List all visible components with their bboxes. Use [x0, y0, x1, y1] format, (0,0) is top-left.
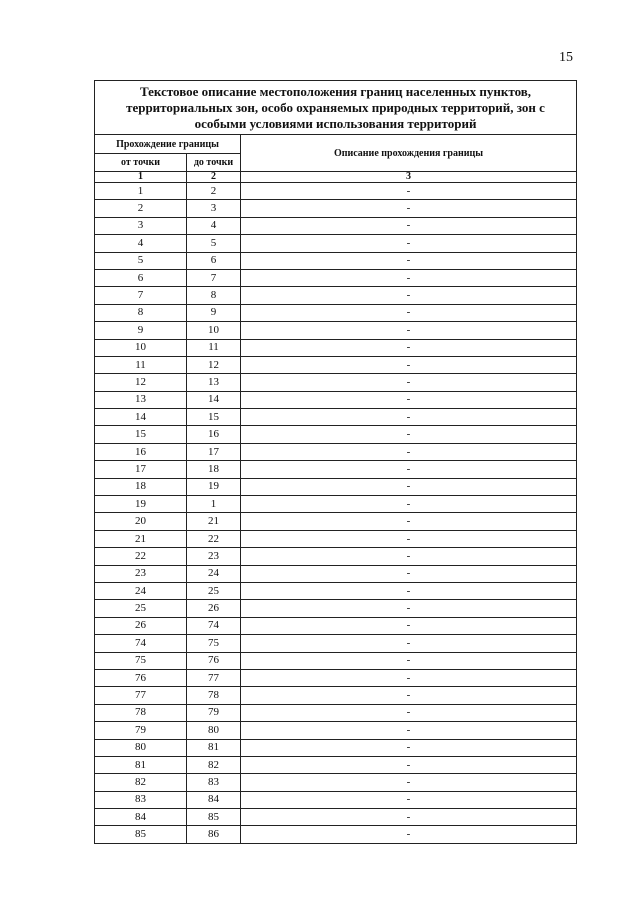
- cell-description: -: [241, 235, 577, 252]
- cell-from-point: 14: [95, 409, 187, 426]
- cell-description: -: [241, 722, 577, 739]
- cell-description: -: [241, 652, 577, 669]
- cell-description: -: [241, 269, 577, 286]
- table-row: [95, 183, 577, 200]
- cell-from-point: 2: [95, 200, 187, 217]
- cell-description: -: [241, 322, 577, 339]
- cell-from-point: 21: [95, 530, 187, 547]
- cell-description: -: [241, 791, 577, 808]
- cell-description: -: [241, 826, 577, 843]
- column-number-3: 3: [241, 172, 577, 183]
- table-row: [95, 235, 577, 252]
- cell-to-point: 4: [187, 217, 241, 234]
- cell-to-point: 17: [187, 443, 241, 460]
- cell-from-point: 9: [95, 322, 187, 339]
- column-number-1: 1: [95, 172, 187, 183]
- table-row: [95, 374, 577, 391]
- cell-to-point: 79: [187, 704, 241, 721]
- table-row: [95, 426, 577, 443]
- cell-description: -: [241, 635, 577, 652]
- cell-description: -: [241, 756, 577, 773]
- cell-to-point: 13: [187, 374, 241, 391]
- cell-description: -: [241, 565, 577, 582]
- table-row: [95, 530, 577, 547]
- table-row: [95, 304, 577, 321]
- cell-description: -: [241, 409, 577, 426]
- table-row: [95, 269, 577, 286]
- cell-from-point: 17: [95, 461, 187, 478]
- cell-from-point: 20: [95, 513, 187, 530]
- cell-to-point: 76: [187, 652, 241, 669]
- cell-to-point: 19: [187, 478, 241, 495]
- cell-description: -: [241, 582, 577, 599]
- cell-from-point: 15: [95, 426, 187, 443]
- cell-to-point: 25: [187, 582, 241, 599]
- table-title: [95, 81, 577, 135]
- cell-description: -: [241, 687, 577, 704]
- header-passage: Прохождение границы: [95, 135, 241, 154]
- cell-description: -: [241, 200, 577, 217]
- cell-from-point: 12: [95, 374, 187, 391]
- table-row: [95, 513, 577, 530]
- cell-to-point: 21: [187, 513, 241, 530]
- table-row: [95, 200, 577, 217]
- cell-description: -: [241, 669, 577, 686]
- table-row: [95, 774, 577, 791]
- cell-description: -: [241, 478, 577, 495]
- cell-to-point: 6: [187, 252, 241, 269]
- cell-from-point: 10: [95, 339, 187, 356]
- cell-description: -: [241, 252, 577, 269]
- table-row: [95, 356, 577, 373]
- cell-to-point: 75: [187, 635, 241, 652]
- cell-description: -: [241, 704, 577, 721]
- cell-to-point: 18: [187, 461, 241, 478]
- cell-description: -: [241, 496, 577, 513]
- table-body: [95, 183, 577, 844]
- table-row: [95, 600, 577, 617]
- cell-to-point: 3: [187, 200, 241, 217]
- header-row-1: [95, 135, 577, 154]
- header-from-point: от точки: [95, 154, 187, 172]
- cell-from-point: 75: [95, 652, 187, 669]
- cell-description: -: [241, 774, 577, 791]
- cell-from-point: 1: [95, 183, 187, 200]
- cell-from-point: 74: [95, 635, 187, 652]
- cell-from-point: 11: [95, 356, 187, 373]
- column-number-row: [95, 172, 577, 183]
- cell-from-point: 19: [95, 496, 187, 513]
- cell-description: -: [241, 356, 577, 373]
- cell-to-point: 8: [187, 287, 241, 304]
- title-line-3: особыми условиями использования территорий: [194, 115, 477, 131]
- cell-to-point: 12: [187, 356, 241, 373]
- table-row: [95, 339, 577, 356]
- table-row: [95, 565, 577, 582]
- table-row: [95, 669, 577, 686]
- cell-description: -: [241, 391, 577, 408]
- cell-to-point: 10: [187, 322, 241, 339]
- cell-from-point: 16: [95, 443, 187, 460]
- cell-to-point: 86: [187, 826, 241, 843]
- cell-description: -: [241, 217, 577, 234]
- table-row: [95, 443, 577, 460]
- table-row: [95, 322, 577, 339]
- cell-to-point: 74: [187, 617, 241, 634]
- cell-to-point: 11: [187, 339, 241, 356]
- cell-to-point: 22: [187, 530, 241, 547]
- table-row: [95, 478, 577, 495]
- cell-to-point: 80: [187, 722, 241, 739]
- cell-description: -: [241, 443, 577, 460]
- table-row: [95, 548, 577, 565]
- table-row: [95, 739, 577, 756]
- cell-from-point: 18: [95, 478, 187, 495]
- cell-description: -: [241, 617, 577, 634]
- table-row: [95, 826, 577, 843]
- cell-from-point: 4: [95, 235, 187, 252]
- table-title-row: [95, 81, 577, 135]
- cell-to-point: 14: [187, 391, 241, 408]
- cell-description: -: [241, 374, 577, 391]
- title-line-1: Текстовое описание местоположения границ населенных пунктов,: [139, 83, 532, 99]
- table-row: [95, 287, 577, 304]
- cell-to-point: 15: [187, 409, 241, 426]
- cell-from-point: 3: [95, 217, 187, 234]
- cell-description: -: [241, 513, 577, 530]
- cell-to-point: 26: [187, 600, 241, 617]
- table-row: [95, 687, 577, 704]
- cell-description: -: [241, 530, 577, 547]
- cell-to-point: 24: [187, 565, 241, 582]
- cell-from-point: 84: [95, 809, 187, 826]
- cell-to-point: 16: [187, 426, 241, 443]
- cell-description: -: [241, 426, 577, 443]
- table-row: [95, 635, 577, 652]
- cell-to-point: 78: [187, 687, 241, 704]
- table-row: [95, 409, 577, 426]
- table-row: [95, 704, 577, 721]
- cell-description: -: [241, 809, 577, 826]
- table-row: [95, 252, 577, 269]
- cell-to-point: 85: [187, 809, 241, 826]
- cell-from-point: 13: [95, 391, 187, 408]
- cell-from-point: 82: [95, 774, 187, 791]
- cell-from-point: 79: [95, 722, 187, 739]
- cell-from-point: 85: [95, 826, 187, 843]
- header-to-point: до точки: [187, 154, 241, 172]
- cell-to-point: 1: [187, 496, 241, 513]
- cell-from-point: 76: [95, 669, 187, 686]
- cell-description: -: [241, 461, 577, 478]
- cell-description: -: [241, 183, 577, 200]
- title-line-2: территориальных зон, особо охраняемых природных территорий, зон с: [126, 99, 545, 115]
- table-row: [95, 722, 577, 739]
- cell-from-point: 78: [95, 704, 187, 721]
- cell-description: -: [241, 600, 577, 617]
- cell-to-point: 2: [187, 183, 241, 200]
- table-row: [95, 496, 577, 513]
- cell-from-point: 6: [95, 269, 187, 286]
- table-row: [95, 652, 577, 669]
- column-number-2: 2: [187, 172, 241, 183]
- cell-to-point: 83: [187, 774, 241, 791]
- cell-description: -: [241, 287, 577, 304]
- cell-from-point: 81: [95, 756, 187, 773]
- cell-description: -: [241, 739, 577, 756]
- cell-description: -: [241, 339, 577, 356]
- cell-to-point: 77: [187, 669, 241, 686]
- cell-from-point: 24: [95, 582, 187, 599]
- header-description: Описание прохождения границы: [241, 135, 577, 172]
- cell-from-point: 83: [95, 791, 187, 808]
- table-row: [95, 791, 577, 808]
- cell-description: -: [241, 548, 577, 565]
- page-number: 15: [559, 50, 573, 65]
- boundary-description-table: [94, 80, 577, 844]
- cell-from-point: 26: [95, 617, 187, 634]
- cell-to-point: 82: [187, 756, 241, 773]
- cell-from-point: 8: [95, 304, 187, 321]
- cell-to-point: 9: [187, 304, 241, 321]
- table-row: [95, 582, 577, 599]
- table-row: [95, 217, 577, 234]
- cell-to-point: 23: [187, 548, 241, 565]
- cell-from-point: 5: [95, 252, 187, 269]
- cell-from-point: 80: [95, 739, 187, 756]
- cell-from-point: 25: [95, 600, 187, 617]
- cell-to-point: 5: [187, 235, 241, 252]
- table-row: [95, 461, 577, 478]
- cell-from-point: 22: [95, 548, 187, 565]
- cell-to-point: 84: [187, 791, 241, 808]
- cell-to-point: 81: [187, 739, 241, 756]
- cell-from-point: 7: [95, 287, 187, 304]
- table-row: [95, 756, 577, 773]
- cell-from-point: 77: [95, 687, 187, 704]
- cell-to-point: 7: [187, 269, 241, 286]
- table-row: [95, 391, 577, 408]
- cell-description: -: [241, 304, 577, 321]
- table-row: [95, 809, 577, 826]
- table-row: [95, 617, 577, 634]
- cell-from-point: 23: [95, 565, 187, 582]
